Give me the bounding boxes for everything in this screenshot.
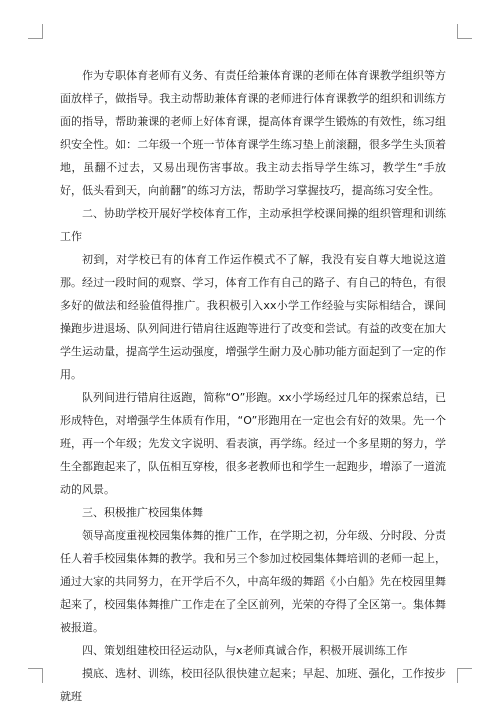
document-body (60, 64, 446, 708)
crop-mark-bottom-right (457, 668, 472, 683)
crop-mark-top-left (28, 24, 43, 39)
paragraph: 摸底、选材、训练，校田径队很快建立起来；早起、加班、强化，工作按步就班 (60, 667, 446, 703)
paragraph: 初到，对学校已有的体育工作运作模式不了解，我没有妄自尊大地说这道那。经过一段时间的观察、学习，体育工作有自己的路子、有自己的特色，有很多好的做法和经验值得推广。我积极引入xx小学工作经验与实际相结合，课间操跑步进退场、队列间进行错肩往返跑等进行了改变和尝试。有益的改变在加大学生运动量，提高学生运动强度，增强学生耐力及心肺功能方面起到了一定的作用。 (60, 253, 446, 381)
paragraph: 领导高度重视校园集体舞的推广工作，在学期之初，分年级、分时段、分责任人着手校园集体舞的教学。我和另三个参加过校园集体舞培训的老师一起上，通过大家的共同努力，在开学后不久，中高年级的舞蹈《小白船》先在校园里舞起来了，校园集体舞推广工作走在了全区前列，光荣的夺得了全区第一。集体舞被报道。 (60, 529, 446, 634)
section-heading: 四、策划组建校田径运动队，与x老师真诚合作，积极开展训练工作 (82, 644, 408, 657)
paragraph: 队列间进行错肩往返跑，简称“O”形跑。xx小学场经过几年的探索总结，已形成特色，对增强学生体质有作用，“O”形跑用在一定也会有好的效果。先一个班，再一个年级；先发文字说明、看表演，再学练。经过一个多星期的努力，学生全都跑起来了，队伍相互穿梭，很多老教师也和学生一起跑步，增添了一道流动的风景。 (60, 391, 446, 496)
section-heading: 三、积极推广校园集体舞 (82, 506, 203, 519)
crop-mark-top-right (457, 24, 472, 39)
paragraph: 作为专职体育老师有义务、有责任给兼体育课的老师在体育课教学组织等方面放样子，做指导。我主动帮助兼体育课的老师进行体育课教学的组织和训练方面的指导，帮助兼课的老师上好体育课，提高体育课学生锻炼的有效性，练习组织安全性。如：二年级一个班一节体育课学生练习垫上前滚翻，很多学生头顶着地，虽翻不过去，又易出现伤害事故。我主动去指导学生练习，教学生“手放好，低头看到天，向前翻”的练习方法，帮助学习掌握技巧，提高练习安全性。 (60, 69, 446, 197)
crop-mark-bottom-left (28, 668, 43, 683)
section-heading: 二、协助学校开展好学校体育工作，主动承担学校课间操的组织管理和训练工作 (60, 207, 446, 243)
